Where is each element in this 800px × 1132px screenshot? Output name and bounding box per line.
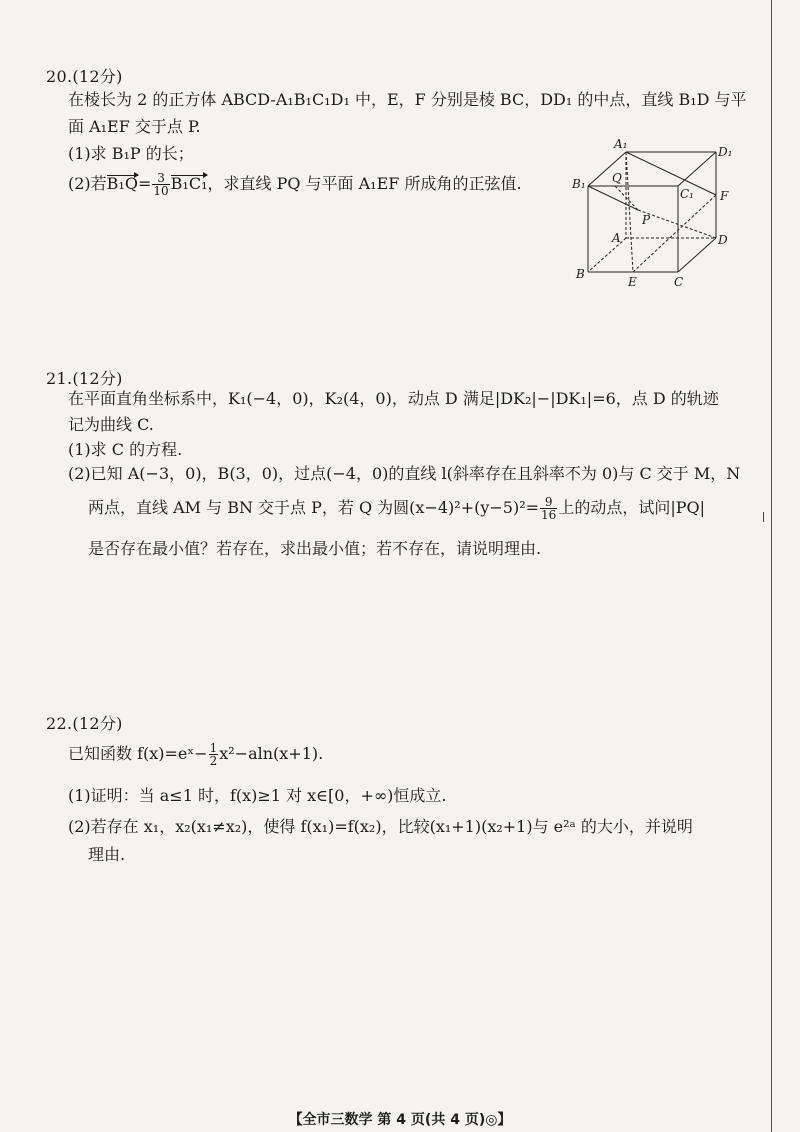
q20-fraction bbox=[152, 172, 169, 197]
q22-func-prefix: 已知函数 f(x)=eˣ− bbox=[68, 744, 208, 763]
label-c: C bbox=[674, 275, 684, 289]
label-e: E bbox=[628, 275, 637, 289]
q22-part1: (1)证明：当 a≤1 时，f(x)≥1 对 x∈[0，+∞)恒成立. bbox=[68, 786, 447, 805]
q20-part1: (1)求 B₁P 的长； bbox=[68, 144, 194, 163]
q21-part2-line2-prefix: 两点，直线 AM 与 BN 交于点 P，若 Q 为圆(x−4)²+(y−5)²= bbox=[88, 498, 540, 517]
label-p: P bbox=[642, 213, 651, 227]
q21-number: 21.(12分) bbox=[46, 369, 123, 388]
segment-a1-f bbox=[626, 152, 716, 195]
q20-part2-eq: = bbox=[137, 174, 152, 193]
q21-frac-num: 9 bbox=[540, 496, 557, 509]
label-d: D bbox=[718, 233, 728, 247]
label-f: F bbox=[720, 189, 729, 203]
edge-c-d bbox=[678, 238, 716, 272]
q22-function bbox=[68, 742, 323, 767]
edge-d1-c1 bbox=[678, 152, 716, 186]
label-d1: D₁ bbox=[718, 145, 733, 159]
label-q: Q bbox=[612, 171, 622, 185]
label-b1: B₁ bbox=[572, 177, 586, 191]
margin-tick-mark bbox=[763, 512, 764, 522]
q22-part2-line2: 理由. bbox=[88, 845, 126, 864]
q21-part2-line2-suffix: 上的动点，试问|PQ| bbox=[558, 498, 705, 517]
vector-b1c1: B₁C₁ bbox=[170, 174, 208, 193]
page-edge-line bbox=[771, 0, 772, 1132]
q21-line1: 在平面直角坐标系中，K₁(−4，0)，K₂(4，0)，动点 D 满足|DK₂|−|DK₁|=6，点 D 的轨迹 bbox=[68, 389, 719, 408]
q21-line2: 记为曲线 C. bbox=[68, 415, 154, 434]
label-c1: C₁ bbox=[680, 187, 694, 201]
label-a: A bbox=[612, 231, 621, 245]
page-footer: 【全市三数学 第 4 页(共 4 页)◎】 bbox=[288, 1112, 512, 1128]
q20-part2-prefix: (2)若 bbox=[68, 174, 107, 193]
segment-b1-p bbox=[588, 186, 638, 210]
label-a1: A₁ bbox=[614, 138, 628, 151]
q22-number: 22.(12分) bbox=[46, 714, 123, 733]
q22-frac-den: 2 bbox=[209, 754, 218, 768]
vector-b1q: B₁Q bbox=[106, 174, 138, 193]
q20-part2-suffix: ，求直线 PQ 与平面 A₁EF 所成角的正弦值. bbox=[207, 174, 522, 193]
q21-fraction bbox=[540, 496, 557, 521]
q20-frac-num: 3 bbox=[152, 172, 169, 185]
q20-frac-den: 10 bbox=[153, 184, 169, 198]
q21-part1: (1)求 C 的方程. bbox=[68, 440, 183, 459]
label-b: B bbox=[576, 267, 585, 281]
q21-frac-den: 16 bbox=[541, 508, 557, 522]
q20-number: 20.(12分) bbox=[46, 67, 123, 86]
q20-stem-line1: 在棱长为 2 的正方体 ABCD-A₁B₁C₁D₁ 中，E，F 分别是棱 BC，DD₁ 的中点，直线 B₁D 与平 bbox=[68, 90, 747, 109]
cube-figure bbox=[568, 138, 748, 290]
q20-part2 bbox=[68, 172, 522, 197]
hidden-a1-e bbox=[626, 152, 633, 272]
q22-part2-line1: (2)若存在 x₁，x₂(x₁≠x₂)，使得 f(x₁)=f(x₂)，比较(x₁+1)(x₂+1)与 e²ᵃ 的大小，并说明 bbox=[68, 817, 693, 836]
q22-func-suffix: x²−aln(x+1). bbox=[219, 744, 324, 763]
q21-part2-line1: (2)已知 A(−3，0)，B(3，0)，过点(−4，0)的直线 l(斜率存在且斜率不为 0)与 C 交于 M，N bbox=[68, 464, 741, 483]
q21-part2-line3: 是否存在最小值？若存在，求出最小值；若不存在，请说明理由. bbox=[88, 539, 542, 558]
q22-fraction bbox=[209, 742, 219, 767]
q20-stem-line2: 面 A₁EF 交于点 P. bbox=[68, 117, 201, 136]
q22-frac-num: 1 bbox=[209, 741, 218, 755]
q21-part2-line2 bbox=[88, 496, 705, 521]
hidden-e-f bbox=[633, 195, 716, 272]
